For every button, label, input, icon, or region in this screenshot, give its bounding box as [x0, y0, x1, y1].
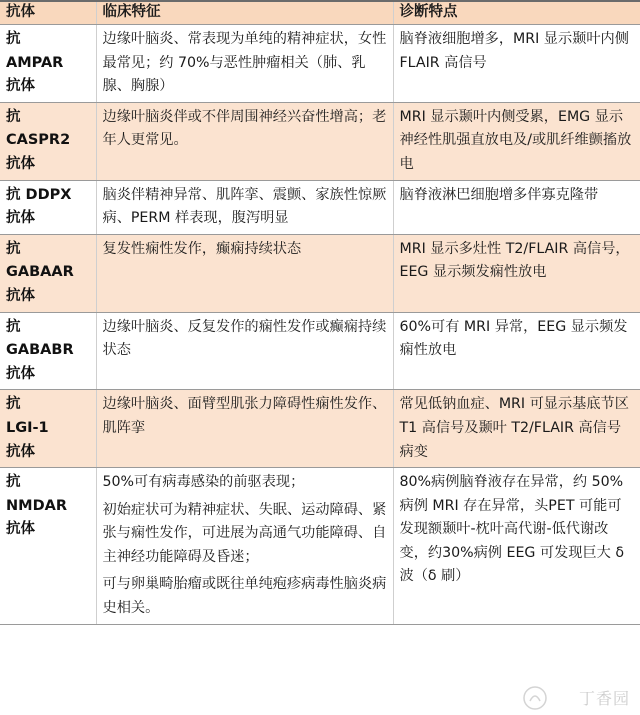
- clinical-paragraph: 50%可有病毒感染的前驱表现；: [102, 474, 305, 491]
- clinical-paragraph: 初始症状可为精神症状、失眠、运动障碍、紧张与痫性发作，可进展为高通气功能障碍、自主神经功能障碍及昏迷；: [102, 501, 387, 565]
- table-row: [0, 468, 640, 625]
- antibody-name-line: 抗体: [6, 78, 35, 95]
- table-row: [0, 390, 640, 468]
- antibody-name-line: 抗体: [6, 365, 35, 382]
- clinical-paragraph: 复发性痫性发作，癫痫持续状态: [102, 240, 302, 257]
- diagnostic-paragraph: 脑脊液淋巴细胞增多伴寡克隆带: [399, 186, 599, 203]
- diagnostic-features-cell: [393, 390, 640, 468]
- diagnostic-paragraph: MRI 显示多灶性 T2/FLAIR 高信号，EEG 显示频发痫性放电: [399, 240, 630, 281]
- antibody-name-line: NMDAR: [6, 497, 67, 514]
- antibody-name: [0, 234, 96, 312]
- antibody-name-line: 抗: [6, 396, 21, 413]
- diagnostic-paragraph: 常见低钠血症、MRI 可显示基底节区 T1 高信号及颞叶 T2/FLAIR 高信号病变: [399, 396, 629, 460]
- diagnostic-paragraph: 60%可有 MRI 异常，EEG 显示频发痫性放电: [399, 318, 628, 359]
- header-clinical-features: 临床特征: [96, 1, 393, 25]
- clinical-paragraph: 边缘叶脑炎、常表现为单纯的精神症状，女性最常见；约 70%与恶性肿瘤相关（肺、乳腺、胸腺）: [102, 31, 387, 95]
- table-row: [0, 180, 640, 234]
- table-row: [0, 234, 640, 312]
- clinical-features-cell: [96, 102, 393, 180]
- antibody-name-line: AMPAR: [6, 54, 64, 71]
- clinical-paragraph: 边缘叶脑炎、反复发作的痫性发作或癫痫持续状态: [102, 318, 387, 359]
- clinical-features-cell: [96, 468, 393, 625]
- antibody-name-line: 抗: [6, 474, 21, 491]
- antibody-name-line: 抗体: [6, 521, 35, 538]
- antibody-name-line: 抗: [6, 240, 21, 257]
- clinical-paragraph: 边缘叶脑炎、面臂型肌张力障碍性痫性发作、肌阵挛: [102, 396, 387, 436]
- table-row: [0, 312, 640, 390]
- antibody-name-line: LGI-1: [6, 419, 49, 436]
- antibody-name: [0, 102, 96, 180]
- header-antibody: 抗体: [0, 1, 96, 25]
- clinical-paragraph: 脑炎伴精神异常、肌阵挛、震颤、家族性惊厥病、PERM 样表现，腹泻明显: [102, 186, 387, 227]
- antibody-name-line: 抗体: [6, 443, 35, 460]
- clinical-features-cell: [96, 25, 393, 103]
- diagnostic-features-cell: [393, 234, 640, 312]
- clinical-features-cell: [96, 312, 393, 390]
- antibody-name: [0, 312, 96, 390]
- antibody-name-line: GABABR: [6, 342, 74, 359]
- antibody-name-line: 抗: [6, 318, 21, 335]
- antibody-name-line: 抗: [6, 31, 21, 47]
- antibody-name: [0, 25, 96, 103]
- antibody-name-line: 抗 DDPX: [6, 186, 72, 203]
- antibody-name: [0, 390, 96, 468]
- antibody-name: [0, 468, 96, 625]
- table-row: [0, 25, 640, 103]
- diagnostic-paragraph: 80%病例脑脊液存在异常，约 50% 病例 MRI 存在异常，头PET 可能可发现额颞叶-枕叶高代谢-低代谢改变，约30%病例 EEG 可发现巨大 δ 波（δ 刷）: [399, 474, 625, 585]
- watermark-logo-icon: [522, 685, 548, 711]
- clinical-paragraph: 可与卵巢畸胎瘤或既往单纯疱疹病毒性脑炎病史相关。: [102, 576, 387, 617]
- antibody-name-line: 抗体: [6, 210, 35, 227]
- clinical-features-cell: [96, 180, 393, 234]
- watermark-text: 丁香园: [578, 689, 630, 708]
- clinical-paragraph: 边缘叶脑炎伴或不伴周围神经兴奋性增高；老年人更常见。: [102, 108, 387, 149]
- diagnostic-paragraph: 脑脊液细胞增多，MRI 显示颞叶内侧 FLAIR 高信号: [399, 31, 629, 71]
- clinical-features-cell: [96, 234, 393, 312]
- diagnostic-paragraph: MRI 显示颞叶内侧受累，EMG 显示神经性肌强直放电及/或肌纤维颤搐放电: [399, 108, 632, 172]
- diagnostic-features-cell: [393, 180, 640, 234]
- diagnostic-features-cell: [393, 25, 640, 103]
- clinical-features-cell: [96, 390, 393, 468]
- antibody-name-line: GABAAR: [6, 264, 74, 281]
- diagnostic-features-cell: [393, 102, 640, 180]
- header-diagnostic-features: 诊断特点: [393, 1, 640, 25]
- table-row: [0, 102, 640, 180]
- diagnostic-features-cell: [393, 468, 640, 625]
- antibody-name-line: 抗体: [6, 287, 35, 304]
- antibody-name: [0, 180, 96, 234]
- diagnostic-features-cell: [393, 312, 640, 390]
- table-header-row: [0, 1, 640, 25]
- antibody-name-line: CASPR2: [6, 132, 71, 149]
- table-body: [0, 25, 640, 625]
- antibody-name-line: 抗: [6, 108, 21, 125]
- antibody-name-line: 抗体: [6, 155, 35, 172]
